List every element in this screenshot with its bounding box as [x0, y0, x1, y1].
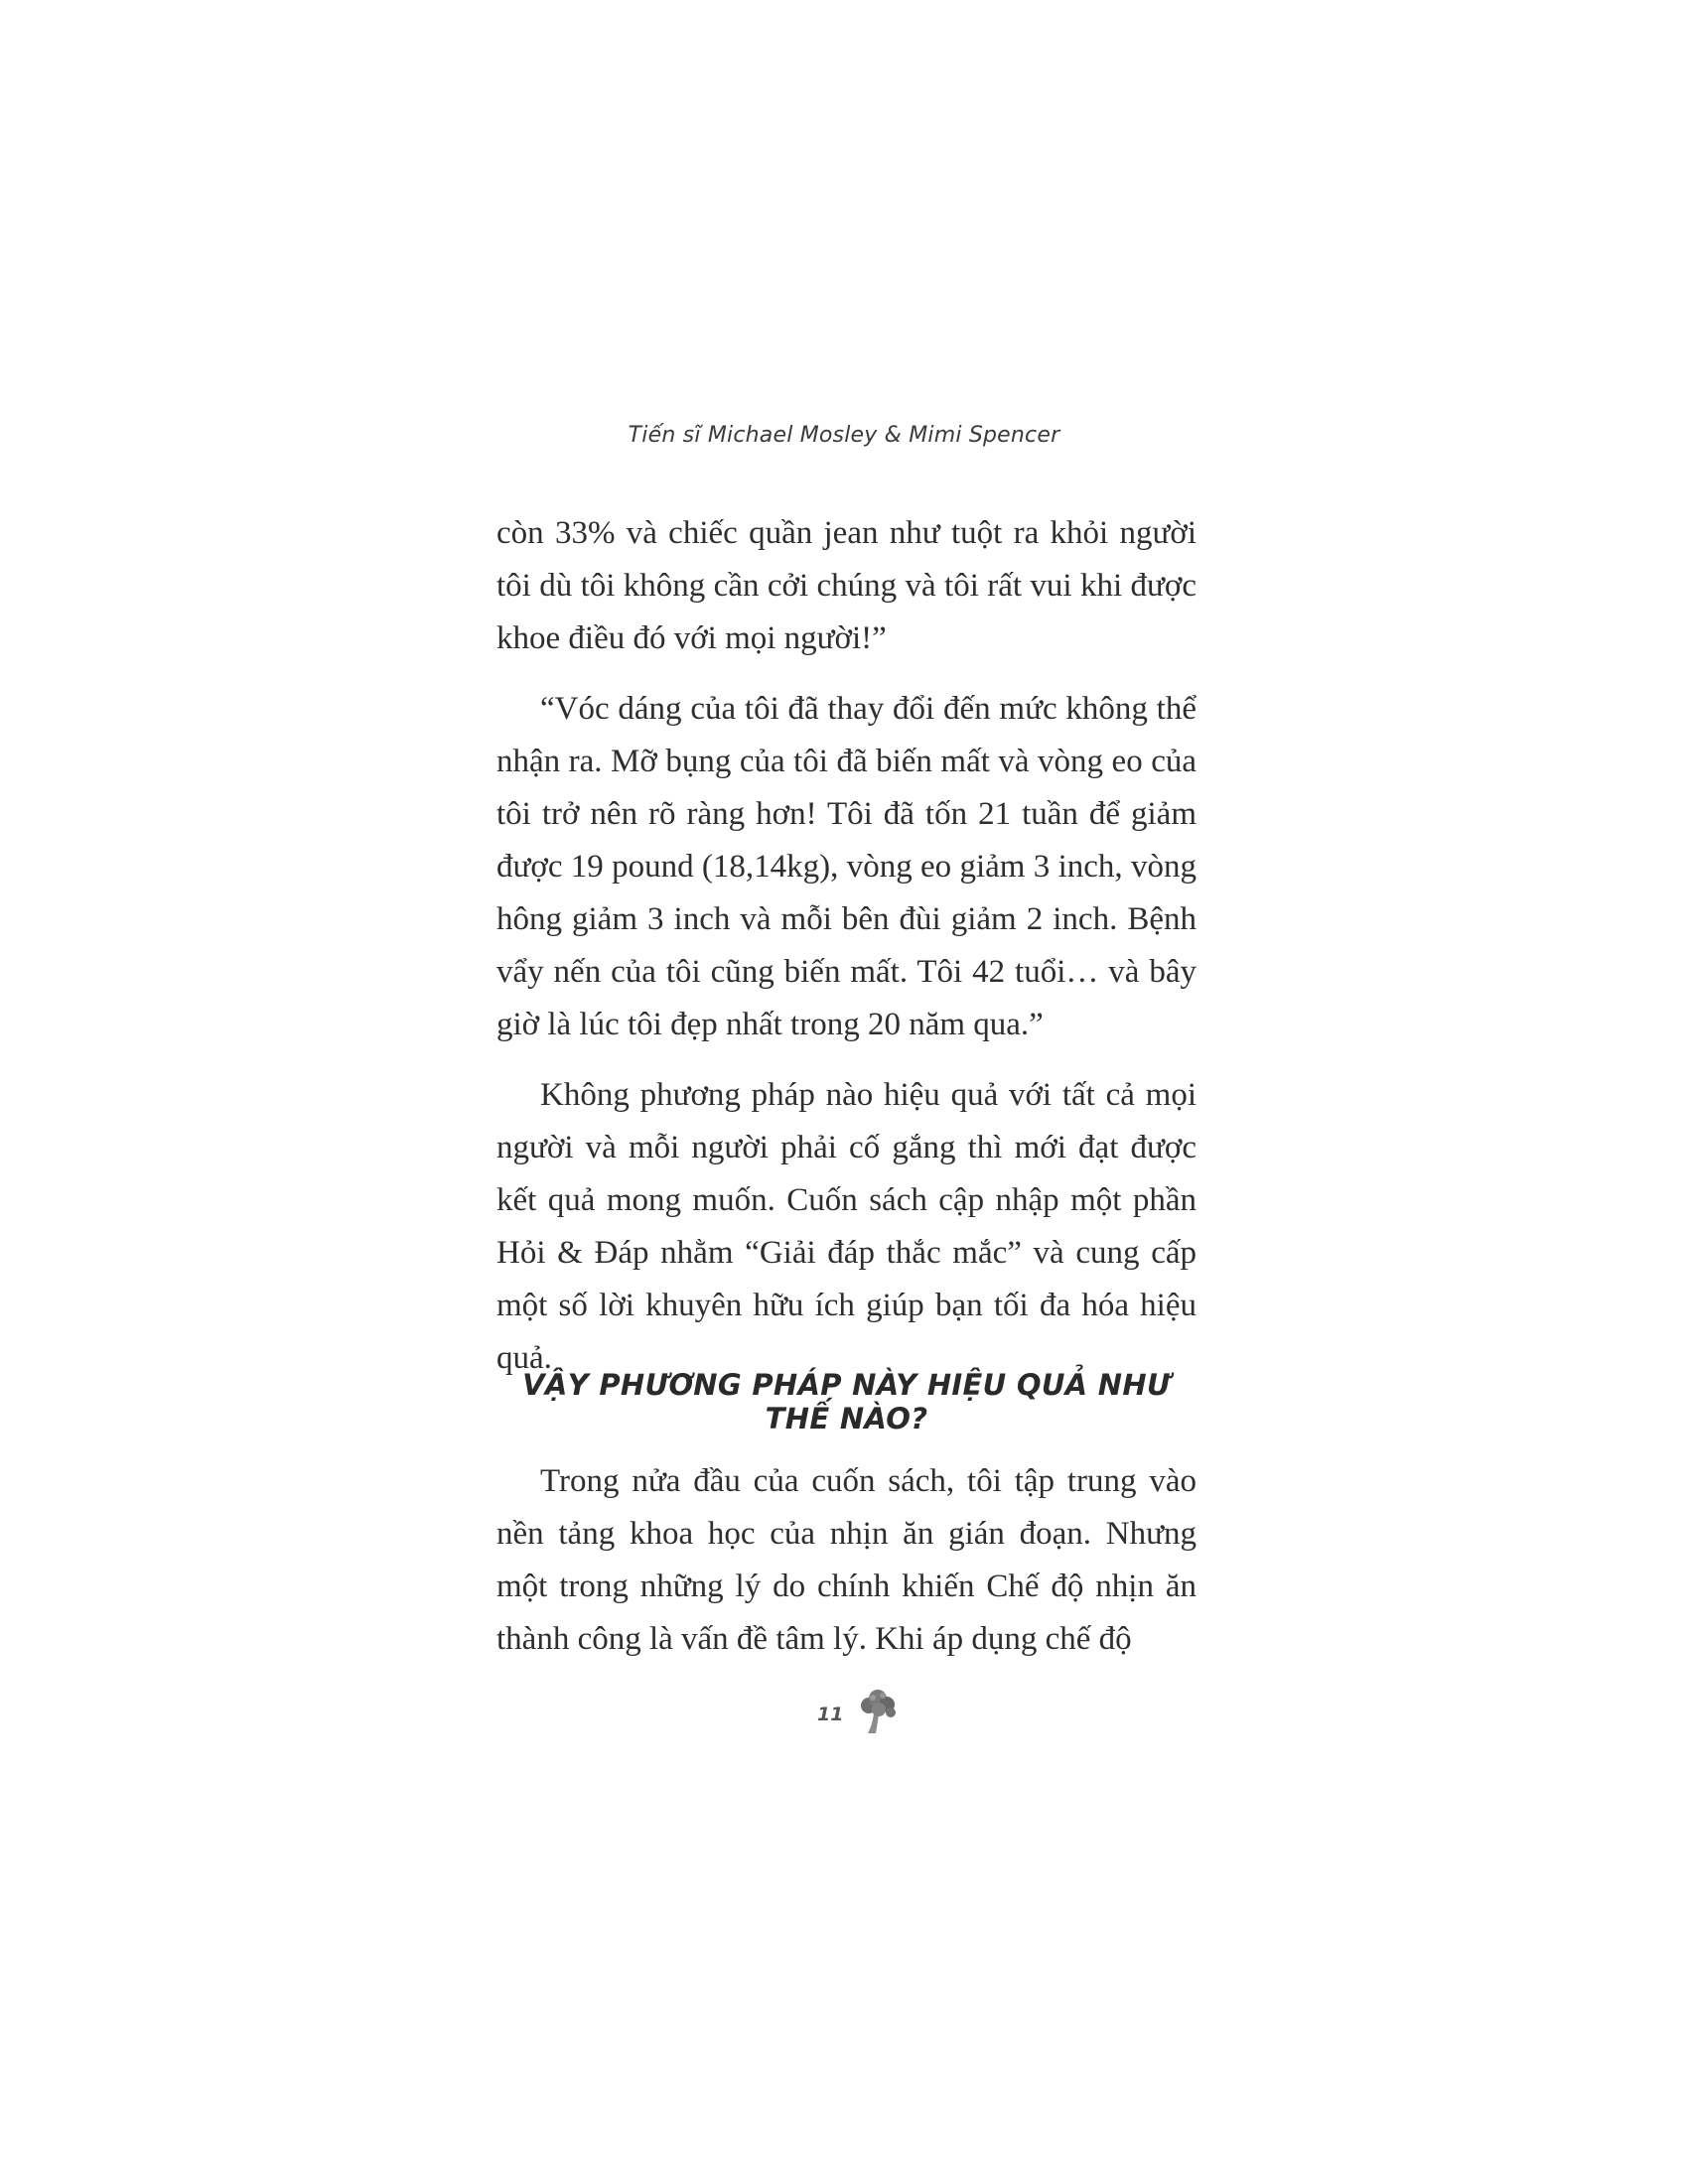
section-heading: VẬY PHƯƠNG PHÁP NÀY HIỆU QUẢ NHƯ THẾ NÀO? [522, 1368, 1171, 1435]
body-text-bottom [496, 1455, 1196, 1684]
paragraph-continuation: còn 33% và chiếc quần jean như tuột ra khỏi người tôi dù tôi không cần cởi chúng và tôi rất vui khi được khoe điều đó với mọi người!” [496, 515, 1196, 656]
paragraph-testimonial: “Vóc dáng của tôi đã thay đổi đến mức không thể nhận ra. Mỡ bụng của tôi đã biến mất và vòng eo của tôi trở nên rõ ràng hơn! Tôi đã tốn 21 tuần để giảm được 19 pound (18,14kg), vòng eo giảm 3 inch, vòng hông giảm 3 inch và mỗi bên đùi giảm 2 inch. Bệnh vẩy nến của tôi cũng biến mất. Tôi 42 tuổi… và bây giờ là lúc tôi đẹp nhất trong 20 năm qua.” [496, 691, 1196, 1042]
paragraph-section-body: Trong nửa đầu của cuốn sách, tôi tập trung vào nền tảng khoa học của nhịn ăn gián đoạn. Nhưng một trong những lý do chính khiến Chế độ nhịn ăn thành công là vấn đề tâm lý. Khi áp dụng chế độ [496, 1463, 1196, 1657]
broccoli-icon [857, 1688, 899, 1735]
page-number: 11 [817, 1704, 844, 1725]
body-text-top [496, 507, 1196, 1403]
paragraph-no-method: Không phương pháp nào hiệu quả với tất cả mọi người và mỗi người phải cố gắng thì mới đạt được kết quả mong muốn. Cuốn sách cập nhập một phần Hỏi & Đáp nhằm “Giải đáp thắc mắc” và cung cấp một số lời khuyên hữu ích giúp bạn tối đa hóa hiệu quả. [496, 1077, 1196, 1376]
page-footer [809, 1688, 909, 1737]
running-head: Tiến sĩ Michael Mosley & Mimi Spencer [628, 423, 1060, 448]
